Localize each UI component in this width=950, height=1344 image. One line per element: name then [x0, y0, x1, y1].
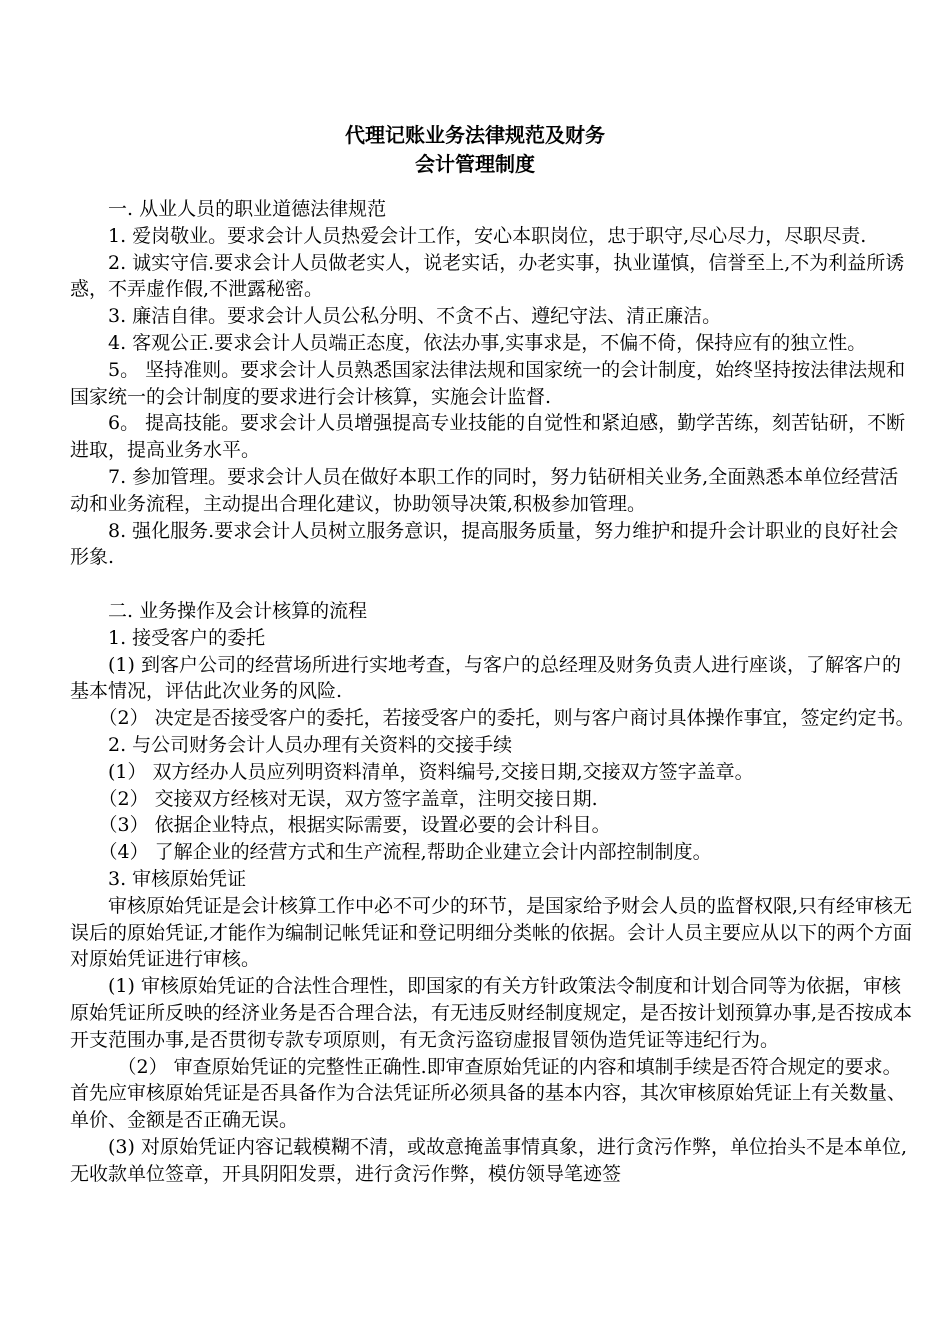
paragraph: 审核原始凭证是会计核算工作中必不可少的环节，是国家给予财会人员的监督权限,只有经审核无误后的原始凭证,才能作为编制记帐凭证和登记明细分类帐的依据。会计人员主要应从以下的两个方面对原始凭证进行审核。 [70, 894, 913, 971]
subheading: 1. 接受客户的委托 [70, 626, 266, 649]
paragraph: (1） 双方经办人员应列明资料清单，资料编号,交接日期,交接双方签字盖章。 [70, 760, 754, 783]
heading-section-1: 一. 从业人员的职业道德法律规范 [70, 198, 387, 220]
paragraph: 7. 参加管理。要求会计人员在做好本职工作的同时，努力钻研相关业务,全面熟悉本单位经营活动和业务流程，主动提出合理化建议，协助领导决策,积极参加管理。 [70, 465, 899, 515]
paragraph: 4. 客观公正.要求会计人员端正态度，依法办事,实事求是，不偏不倚，保持应有的独立性。 [70, 331, 867, 354]
paragraph: （2） 审查原始凭证的完整性正确性.即审查原始凭证的内容和填制手续是否符合规定的要求。首先应审核原始凭证是否具备作为合法凭证所必须具备的基本内容，其次审核原始凭证上有关数量、单价、金额是否正确无误。 [70, 1055, 907, 1132]
heading-section-2: 二. 业务操作及会计核算的流程 [70, 599, 368, 622]
paragraph: (1) 到客户公司的经营场所进行实地考查，与客户的总经理及财务负责人进行座谈，了解客户的基本情况，评估此次业务的风险. [70, 653, 901, 703]
paragraph: （3） 依据企业特点，根据实际需要，设置必要的会计科目。 [70, 814, 611, 837]
paragraph: 8. 强化服务.要求会计人员树立服务意识，提高服务质量，努力维护和提升会计职业的良好社会形象. [70, 519, 899, 569]
paragraph: （4） 了解企业的经营方式和生产流程,帮助企业建立会计内部控制制度。 [70, 841, 712, 864]
document-title-line-1: 代理记账业务法律规范及财务 [345, 123, 605, 147]
paragraph: 1. 爱岗敬业。要求会计人员热爱会计工作，安心本职岗位，忠于职守,尽心尽力，尽职尽责. [70, 224, 867, 247]
paragraph: 5。 坚持准则。要求会计人员熟悉国家法律法规和国家统一的会计制度，始终坚持按法律法规和国家统一的会计制度的要求进行会计核算，实施会计监督. [70, 358, 906, 408]
paragraph: （2） 决定是否接受客户的委托，若接受客户的委托，则与客户商讨具体操作事宜，签定约定书。 [70, 707, 915, 730]
paragraph: （2） 交接双方经核对无误，双方签字盖章，注明交接日期. [70, 787, 598, 810]
paragraph: 2. 诚实守信.要求会计人员做老实人，说老实话，办老实事，执业谨慎，信誉至上,不为利益所诱惑，不弄虚作假,不泄露秘密。 [70, 251, 905, 301]
subheading: 3. 审核原始凭证 [70, 867, 247, 890]
paragraph: (1) 审核原始凭证的合法性合理性，即国家的有关方针政策法令制度和计划合同等为依据，审核原始凭证所反映的经济业务是否合理合法，有无违反财经制度规定，是否按计划预算办事,是否按成本开支范围办事,是否贯彻专款专项原则，有无贪污盗窃虚报冒领伪造凭证等违纪行为。 [70, 975, 913, 1051]
paragraph: 6。 提高技能。要求会计人员增强提高专业技能的自觉性和紧迫感，勤学苦练，刻苦钻研，不断进取，提高业务水平。 [70, 412, 906, 462]
document-title-line-2: 会计管理制度 [415, 152, 535, 176]
document-body [70, 196, 915, 1187]
subheading: 2. 与公司财务会计人员办理有关资料的交接手续 [70, 733, 513, 756]
paragraph: (3) 对原始凭证内容记载模糊不清，或故意掩盖事情真象，进行贪污作弊，单位抬头不是本单位,无收款单位签章，开具阴阳发票，进行贪污作弊，模仿领导笔迹签 [70, 1135, 907, 1185]
paragraph: 3. 廉洁自律。要求会计人员公私分明、不贪不占、遵纪守法、清正廉洁。 [70, 305, 722, 328]
blank-line [70, 571, 915, 598]
